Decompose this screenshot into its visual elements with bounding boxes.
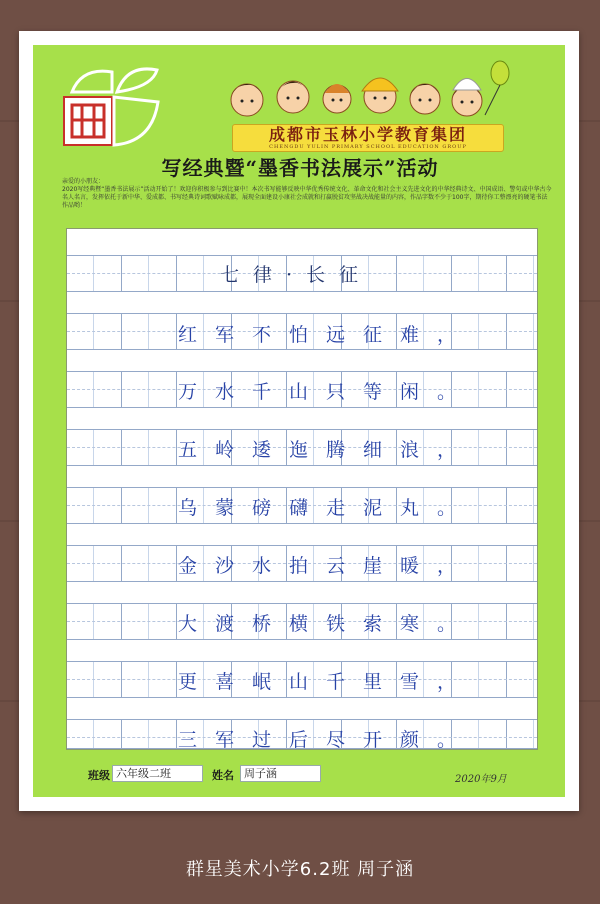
poem-line: 乌蒙磅礴走泥丸。 (178, 497, 475, 519)
class-label: 班级 (88, 769, 110, 782)
intro-greeting: 亲爱的小朋友： (62, 178, 105, 185)
school-name-english: CHENGDU YULIN PRIMARY SCHOOL EDUCATION GROUP (269, 144, 467, 150)
intro-paragraph (62, 178, 552, 210)
school-logo-icon (62, 62, 162, 152)
name-label: 姓名 (212, 769, 234, 782)
date-text: 2020年9月 (455, 774, 507, 785)
class-field: 六年级二班 (112, 765, 203, 782)
poem-title: 七律·长征 (220, 264, 373, 286)
poem-line: 五岭逶迤腾细浪， (178, 439, 475, 461)
poem-line: 万水千山只等闲。 (178, 381, 475, 403)
intro-text: 2020写经典暨“墨香书法展示”活动开始了！欢迎你积极参与到比赛中！本次书写能够反映中华优秀传统文化、革命文化和社会主义先进文化的中华经典诗文、中国成语、警句或中华古今名人名言，发挥依托于新中华、爱成都、书写经典诗词歌赋咏成都，展现全面建设小康社会成就和打赢脱贫攻坚战决战能量的内容，作品字数不少于100字，期待你工整漂亮的硬笔书法作品哟！ (62, 186, 552, 209)
poem-line: 红军不怕远征难， (178, 324, 475, 346)
photo-caption: 群星美术小学6.2班 周子涵 (185, 859, 415, 880)
name-field: 周子涵 (240, 765, 321, 782)
school-name-banner (232, 124, 504, 152)
poem-line: 大渡桥横铁索寒。 (178, 613, 475, 635)
event-title: 写经典暨“墨香书法展示”活动 (161, 156, 439, 180)
cartoon-children-illustration (215, 55, 515, 130)
poem-line: 更喜岷山千里雪， (178, 671, 475, 693)
poem-line: 金沙水拍云崖暖， (178, 555, 475, 577)
poem-line: 三军过后尽开颜。 (178, 729, 475, 751)
school-name: 成都市玉林小学教育集团 (268, 125, 467, 144)
